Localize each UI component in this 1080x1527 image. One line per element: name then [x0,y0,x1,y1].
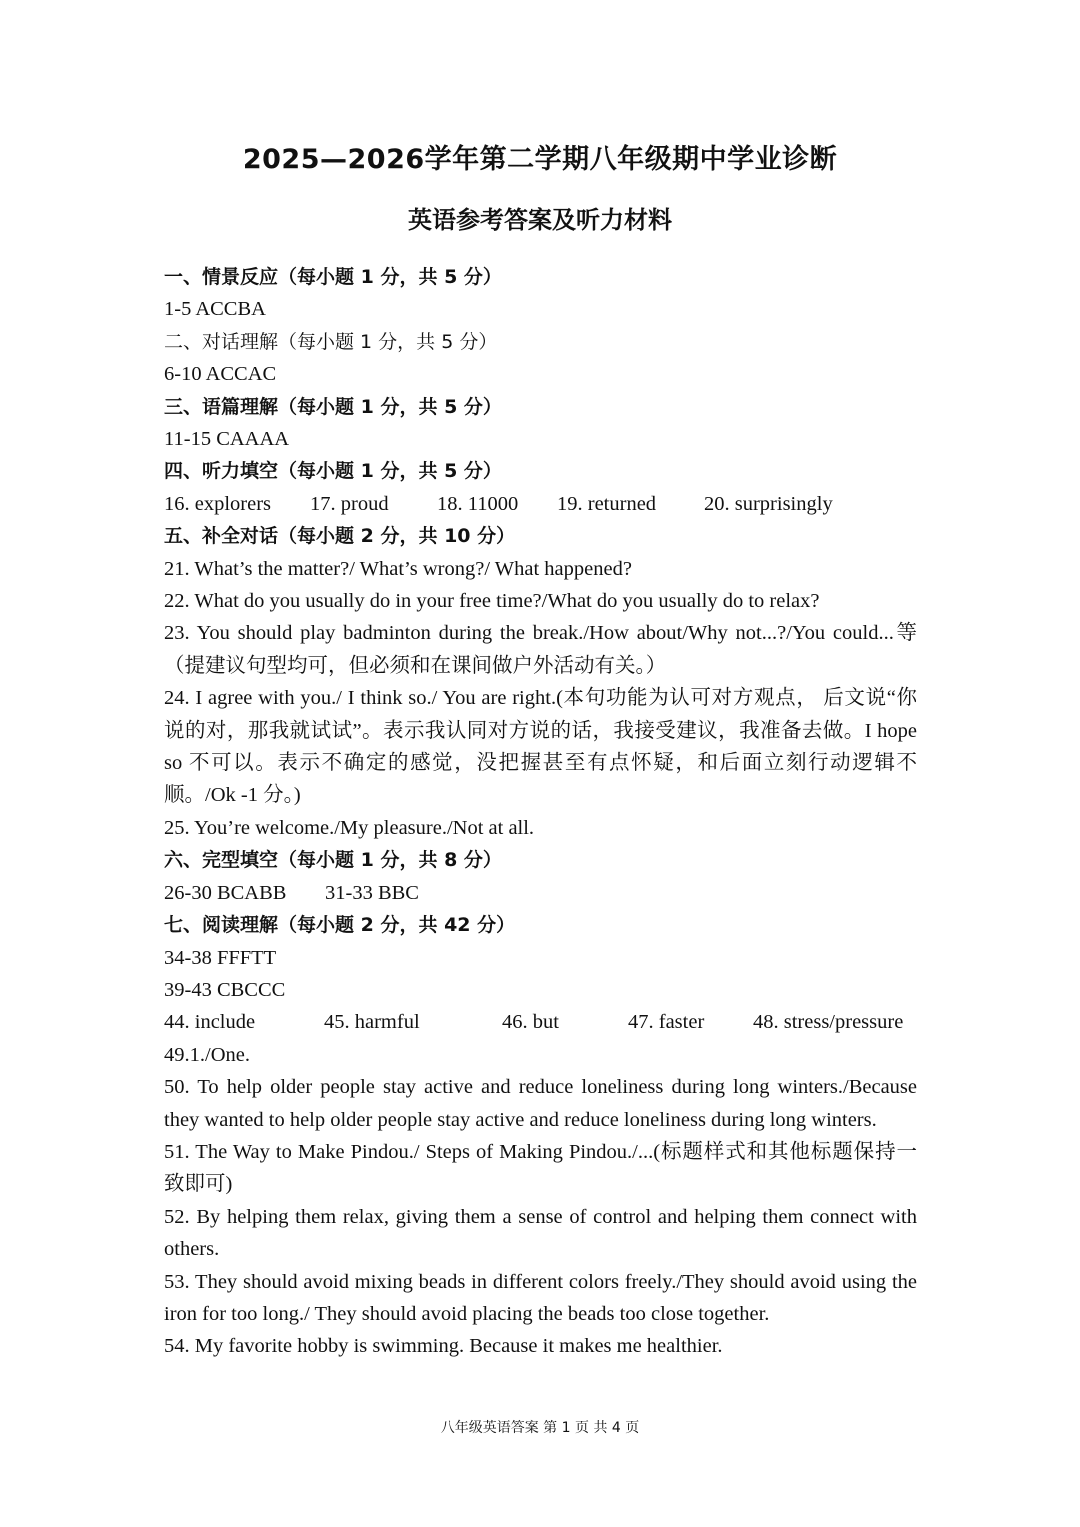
answer-item: 20. surprisingly [704,492,833,515]
section-6-answer-row [164,877,917,909]
answer-content [164,261,917,1363]
answers-39-43: 39-43 CBCCC [164,978,286,1001]
answer-52: 52. By helping them relax, giving them a sense of control and helping them connect with others. [164,1205,917,1261]
section-5-heading: 五、补全对话（每小题 2 分，共 10 分） [164,525,516,548]
answer-item: 47. faster [628,1011,705,1034]
answer-item: 26-30 BCABB [164,881,287,904]
section-6-heading: 六、完型填空（每小题 1 分，共 8 分） [164,849,502,872]
section-3-heading: 三、语篇理解（每小题 1 分，共 5 分） [164,395,502,418]
section-4-heading: 四、听力填空（每小题 1 分，共 5 分） [164,460,502,483]
answer-item: 31-33 BBC [325,881,419,904]
page-footer: 八年级英语答案 第 1 页 共 4 页 [440,1420,640,1436]
answer-22: 22. What do you usually do in your free time?/What do you usually do to relax? [164,590,820,613]
answer-item: 18. 11000 [437,492,519,515]
section-1-heading: 一、情景反应（每小题 1 分，共 5 分） [164,266,502,288]
answer-25: 25. You’re welcome./My pleasure./Not at all. [164,816,535,839]
answer-item: 48. stress/pressure [753,1011,904,1034]
answer-item: 44. include [164,1011,256,1034]
document-subtitle: 英语参考答案及听力材料 [408,206,672,234]
answer-item: 46. but [502,1011,559,1034]
section-1-answers: 1-5 ACCBA [164,298,266,321]
document-title: 2025—2026学年第二学期八年级期中学业诊断 [242,144,838,175]
answer-54: 54. My favorite hobby is swimming. Because it makes me healthier. [164,1335,723,1358]
answer-item: 17. proud [310,492,389,515]
section-3-answers: 11-15 CAAAA [164,428,290,451]
answer-item: 45. harmful [324,1011,420,1034]
answer-23: 23. You should play badminton during the break./How about/Why not...?/You could...等（提建议句型均可，但必须和在课间做户外活动有关。） [164,622,917,677]
answer-item: 19. returned [557,492,657,515]
section-2-heading: 二、对话理解（每小题 1 分，共 5 分） [164,330,498,353]
section-7-answer-row [164,1006,917,1038]
answer-51: 51. The Way to Make Pindou./ Steps of Making Pindou./...(标题样式和其他标题保持一致即可) [164,1140,917,1196]
section-4-answer-row [164,488,917,520]
answer-53: 53. They should avoid mixing beads in different colors freely./They should avoid using the iron for too long./ They should avoid placing the beads too close together. [164,1270,917,1325]
answer-item: 16. explorers [164,492,272,515]
answer-24: 24. I agree with you./ I think so./ You are right.(本句功能为认可对方观点， 后文说“你说的对，那我就试试”。表示我认同对方说的话，我接受建议，我准备去做。I hope so 不可以。表示不确定的感觉，没把握甚至有点怀疑，和后面立刻行动逻辑不顺。/Ok -1 分。) [164,687,917,807]
answer-49: 49.1./One. [164,1043,250,1066]
section-2-answers: 6-10 ACCAC [164,363,277,386]
section-7-heading: 七、阅读理解（每小题 2 分，共 42 分） [164,914,516,937]
answers-34-38: 34-38 FFFTT [164,946,277,969]
answer-50: 50. To help older people stay active and reduce loneliness during long winters./Because they wanted to help older people stay active and reduce loneliness during long winters. [164,1076,917,1131]
answer-21: 21. What’s the matter?/ What’s wrong?/ What happened? [164,557,632,580]
